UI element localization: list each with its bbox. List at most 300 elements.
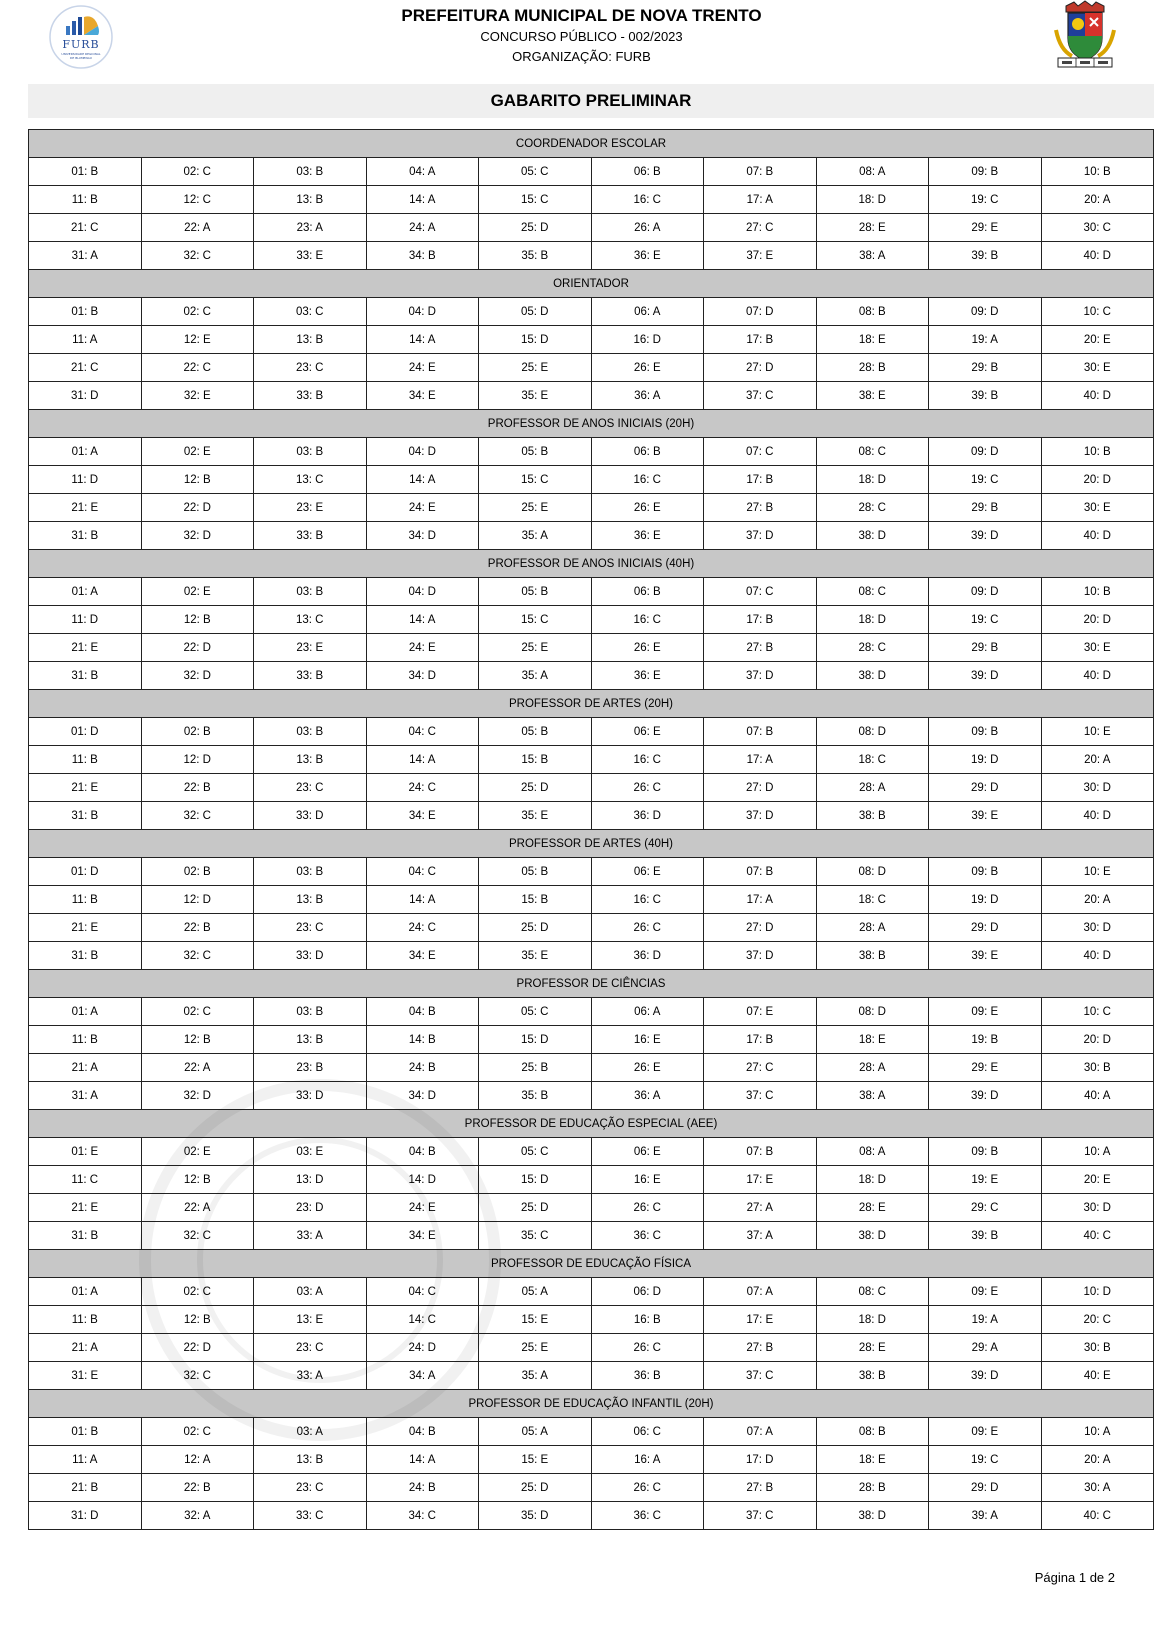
answer-cell: 17: B [704, 326, 817, 354]
answer-row [29, 774, 1154, 802]
answer-cell: 32: E [141, 382, 254, 410]
answer-cell: 08: C [816, 1278, 929, 1306]
answer-cell: 22: B [141, 1474, 254, 1502]
answer-cell: 35: B [479, 1082, 592, 1110]
answer-row [29, 214, 1154, 242]
answer-cell: 29: C [929, 1194, 1042, 1222]
answer-row [29, 1418, 1154, 1446]
answer-cell: 35: A [479, 1362, 592, 1390]
answer-cell: 04: C [366, 858, 479, 886]
answer-cell: 10: E [1041, 718, 1154, 746]
answer-cell: 27: D [704, 774, 817, 802]
answer-cell: 10: E [1041, 858, 1154, 886]
answer-cell: 29: E [929, 214, 1042, 242]
answer-cell: 19: B [929, 1026, 1042, 1054]
answer-cell: 05: B [479, 858, 592, 886]
answer-cell: 25: E [479, 634, 592, 662]
answer-cell: 15: E [479, 1306, 592, 1334]
answer-cell: 20: E [1041, 326, 1154, 354]
answer-cell: 04: D [366, 438, 479, 466]
answer-cell: 19: C [929, 606, 1042, 634]
answer-cell: 37: C [704, 382, 817, 410]
answer-cell: 25: E [479, 494, 592, 522]
answer-cell: 03: B [254, 578, 367, 606]
answer-cell: 19: E [929, 1166, 1042, 1194]
answer-cell: 40: D [1041, 802, 1154, 830]
answer-cell: 38: B [816, 1362, 929, 1390]
answer-cell: 36: A [591, 1082, 704, 1110]
answer-cell: 07: E [704, 998, 817, 1026]
answer-cell: 21: E [29, 494, 142, 522]
answer-cell: 35: B [479, 242, 592, 270]
answer-cell: 35: A [479, 522, 592, 550]
answer-cell: 19: D [929, 746, 1042, 774]
answer-cell: 34: E [366, 802, 479, 830]
answer-cell: 13: B [254, 1446, 367, 1474]
answer-cell: 21: C [29, 214, 142, 242]
section-header-row [29, 1110, 1154, 1138]
answer-cell: 07: D [704, 298, 817, 326]
answer-row [29, 1502, 1154, 1530]
answer-row [29, 718, 1154, 746]
answer-cell: 11: D [29, 466, 142, 494]
answer-cell: 31: B [29, 942, 142, 970]
answer-cell: 16: E [591, 1026, 704, 1054]
svg-text:UNIVERSIDADE REGIONAL: UNIVERSIDADE REGIONAL [61, 52, 101, 56]
answer-cell: 10: D [1041, 1278, 1154, 1306]
answer-cell: 22: A [141, 1054, 254, 1082]
answer-cell: 16: E [591, 1166, 704, 1194]
organization-label: ORGANIZAÇÃO: FURB [512, 49, 651, 64]
answer-cell: 21: E [29, 914, 142, 942]
answer-cell: 07: B [704, 1138, 817, 1166]
answer-cell: 35: E [479, 802, 592, 830]
answer-cell: 31: E [29, 1362, 142, 1390]
svg-text:DE BLUMENAU: DE BLUMENAU [70, 56, 92, 60]
answer-cell: 12: D [141, 746, 254, 774]
answer-cell: 13: B [254, 886, 367, 914]
answer-cell: 08: D [816, 718, 929, 746]
answer-cell: 01: A [29, 578, 142, 606]
answer-cell: 37: C [704, 1082, 817, 1110]
answer-cell: 10: B [1041, 438, 1154, 466]
answer-cell: 07: B [704, 858, 817, 886]
answer-cell: 26: C [591, 1334, 704, 1362]
answer-cell: 25: E [479, 1334, 592, 1362]
answer-cell: 11: A [29, 326, 142, 354]
answer-cell: 34: E [366, 942, 479, 970]
answer-cell: 20: A [1041, 746, 1154, 774]
answer-cell: 35: E [479, 382, 592, 410]
answer-cell: 06: B [591, 438, 704, 466]
answer-cell: 37: D [704, 802, 817, 830]
answer-cell: 15: C [479, 606, 592, 634]
answer-cell: 15: C [479, 466, 592, 494]
answer-cell: 32: C [141, 802, 254, 830]
answer-cell: 36: D [591, 942, 704, 970]
answer-cell: 15: E [479, 1446, 592, 1474]
answer-cell: 09: B [929, 158, 1042, 186]
answer-cell: 28: E [816, 1334, 929, 1362]
answer-cell: 36: C [591, 1222, 704, 1250]
answer-cell: 29: A [929, 1334, 1042, 1362]
answer-cell: 29: D [929, 1474, 1042, 1502]
answer-cell: 39: A [929, 1502, 1042, 1530]
answer-cell: 27: B [704, 1474, 817, 1502]
answer-row [29, 494, 1154, 522]
answer-cell: 21: E [29, 774, 142, 802]
answer-row [29, 886, 1154, 914]
answer-cell: 05: C [479, 158, 592, 186]
answer-cell: 38: A [816, 1082, 929, 1110]
answer-cell: 34: C [366, 1502, 479, 1530]
answer-cell: 39: E [929, 802, 1042, 830]
answer-cell: 20: D [1041, 606, 1154, 634]
answer-cell: 28: E [816, 1194, 929, 1222]
answer-cell: 26: C [591, 1194, 704, 1222]
answer-row [29, 1082, 1154, 1110]
answer-cell: 30: B [1041, 1334, 1154, 1362]
answer-cell: 04: C [366, 718, 479, 746]
answer-cell: 30: D [1041, 1194, 1154, 1222]
answer-cell: 38: B [816, 942, 929, 970]
answer-cell: 01: E [29, 1138, 142, 1166]
answer-cell: 06: E [591, 1138, 704, 1166]
answer-cell: 21: A [29, 1054, 142, 1082]
answer-cell: 06: A [591, 298, 704, 326]
answer-cell: 07: B [704, 718, 817, 746]
answer-cell: 31: B [29, 522, 142, 550]
answer-row [29, 1054, 1154, 1082]
answer-cell: 40: D [1041, 942, 1154, 970]
answer-cell: 12: B [141, 1166, 254, 1194]
answer-cell: 35: D [479, 1502, 592, 1530]
section-header-row [29, 830, 1154, 858]
document-title-block [300, 5, 863, 67]
answer-cell: 09: D [929, 438, 1042, 466]
section-title: PROFESSOR DE ARTES (40H) [29, 830, 1154, 858]
answer-cell: 01: D [29, 858, 142, 886]
answer-cell: 32: D [141, 662, 254, 690]
answer-cell: 13: C [254, 606, 367, 634]
answer-cell: 38: E [816, 382, 929, 410]
answer-row [29, 942, 1154, 970]
answer-cell: 36: E [591, 522, 704, 550]
answer-cell: 18: D [816, 186, 929, 214]
answer-cell: 24: B [366, 1054, 479, 1082]
answer-cell: 39: D [929, 1082, 1042, 1110]
answer-cell: 01: A [29, 438, 142, 466]
answer-cell: 15: B [479, 746, 592, 774]
answer-cell: 06: E [591, 718, 704, 746]
answer-cell: 14: B [366, 1026, 479, 1054]
svg-text:FURB: FURB [62, 38, 100, 51]
answer-cell: 17: B [704, 1026, 817, 1054]
answer-cell: 06: E [591, 858, 704, 886]
answer-cell: 35: C [479, 1222, 592, 1250]
answer-cell: 09: D [929, 578, 1042, 606]
answer-cell: 14: C [366, 1306, 479, 1334]
answer-cell: 12: A [141, 1446, 254, 1474]
answer-cell: 29: B [929, 354, 1042, 382]
answer-cell: 16: B [591, 1306, 704, 1334]
answer-cell: 11: D [29, 606, 142, 634]
answer-cell: 13: D [254, 1166, 367, 1194]
answer-row [29, 438, 1154, 466]
answer-row [29, 186, 1154, 214]
answer-cell: 18: D [816, 1306, 929, 1334]
answer-cell: 14: A [366, 746, 479, 774]
answer-cell: 18: D [816, 1166, 929, 1194]
answer-cell: 21: E [29, 1194, 142, 1222]
answer-row [29, 1026, 1154, 1054]
section-header-row [29, 270, 1154, 298]
answer-cell: 01: B [29, 298, 142, 326]
answer-cell: 24: C [366, 774, 479, 802]
answer-cell: 31: B [29, 662, 142, 690]
answer-cell: 08: B [816, 298, 929, 326]
answer-cell: 10: A [1041, 1138, 1154, 1166]
section-header-row [29, 690, 1154, 718]
answer-cell: 28: A [816, 1054, 929, 1082]
answer-cell: 33: C [254, 1502, 367, 1530]
answer-row [29, 158, 1154, 186]
answer-cell: 33: A [254, 1362, 367, 1390]
answer-cell: 18: D [816, 606, 929, 634]
answer-cell: 28: E [816, 214, 929, 242]
answer-cell: 38: D [816, 1502, 929, 1530]
answer-cell: 39: B [929, 1222, 1042, 1250]
answer-cell: 08: A [816, 1138, 929, 1166]
answer-cell: 03: B [254, 158, 367, 186]
answer-cell: 23: C [254, 354, 367, 382]
answer-cell: 03: C [254, 298, 367, 326]
answer-row [29, 466, 1154, 494]
answer-cell: 08: C [816, 578, 929, 606]
answer-cell: 33: B [254, 522, 367, 550]
answer-row [29, 914, 1154, 942]
answer-cell: 13: C [254, 466, 367, 494]
answer-cell: 14: A [366, 1446, 479, 1474]
answer-cell: 27: B [704, 1334, 817, 1362]
answer-cell: 27: B [704, 494, 817, 522]
answer-row [29, 382, 1154, 410]
answer-cell: 28: C [816, 634, 929, 662]
answer-cell: 13: B [254, 746, 367, 774]
answer-cell: 02: C [141, 298, 254, 326]
answer-cell: 04: B [366, 1418, 479, 1446]
answer-cell: 25: D [479, 774, 592, 802]
answer-cell: 36: E [591, 662, 704, 690]
answer-cell: 27: C [704, 1054, 817, 1082]
answer-cell: 02: E [141, 578, 254, 606]
answer-cell: 09: B [929, 1138, 1042, 1166]
answer-cell: 37: D [704, 942, 817, 970]
answer-cell: 36: A [591, 382, 704, 410]
answer-cell: 14: A [366, 886, 479, 914]
answer-row [29, 858, 1154, 886]
answer-cell: 24: E [366, 634, 479, 662]
answer-cell: 02: C [141, 1418, 254, 1446]
answer-cell: 09: B [929, 858, 1042, 886]
answer-cell: 13: B [254, 186, 367, 214]
answer-cell: 09: E [929, 998, 1042, 1026]
answer-cell: 06: B [591, 578, 704, 606]
answer-cell: 01: B [29, 1418, 142, 1446]
answer-cell: 18: C [816, 886, 929, 914]
section-title: PROFESSOR DE EDUCAÇÃO INFANTIL (20H) [29, 1390, 1154, 1418]
answer-cell: 25: D [479, 214, 592, 242]
answer-cell: 21: A [29, 1334, 142, 1362]
answer-row [29, 746, 1154, 774]
answer-cell: 14: A [366, 606, 479, 634]
answer-cell: 12: B [141, 1306, 254, 1334]
answer-cell: 24: B [366, 1474, 479, 1502]
answer-cell: 15: B [479, 886, 592, 914]
answer-cell: 13: E [254, 1306, 367, 1334]
answer-cell: 17: A [704, 186, 817, 214]
answer-cell: 40: C [1041, 1222, 1154, 1250]
answer-cell: 14: D [366, 1166, 479, 1194]
answer-row [29, 998, 1154, 1026]
answer-cell: 03: B [254, 438, 367, 466]
answer-cell: 32: C [141, 1222, 254, 1250]
answer-cell: 09: E [929, 1278, 1042, 1306]
answer-cell: 40: C [1041, 1502, 1154, 1530]
answer-cell: 31: B [29, 802, 142, 830]
answer-cell: 07: C [704, 438, 817, 466]
answer-cell: 03: A [254, 1418, 367, 1446]
answer-cell: 23: C [254, 914, 367, 942]
answer-cell: 22: D [141, 634, 254, 662]
answer-row [29, 802, 1154, 830]
answer-cell: 10: A [1041, 1418, 1154, 1446]
answer-cell: 10: B [1041, 578, 1154, 606]
answer-cell: 12: E [141, 326, 254, 354]
section-header-row [29, 130, 1154, 158]
section-header-row [29, 1250, 1154, 1278]
answer-cell: 06: A [591, 998, 704, 1026]
answer-cell: 05: A [479, 1278, 592, 1306]
answer-row [29, 1138, 1154, 1166]
answer-cell: 22: C [141, 354, 254, 382]
answer-cell: 15: D [479, 1026, 592, 1054]
answer-cell: 38: D [816, 1222, 929, 1250]
answer-cell: 20: D [1041, 1026, 1154, 1054]
answer-cell: 24: E [366, 494, 479, 522]
answer-cell: 27: D [704, 354, 817, 382]
answer-cell: 08: B [816, 1418, 929, 1446]
answer-cell: 32: D [141, 522, 254, 550]
answer-cell: 40: D [1041, 242, 1154, 270]
answer-cell: 11: C [29, 1166, 142, 1194]
answer-cell: 19: C [929, 1446, 1042, 1474]
answer-cell: 26: C [591, 914, 704, 942]
answer-cell: 32: A [141, 1502, 254, 1530]
section-title: PROFESSOR DE EDUCAÇÃO ESPECIAL (AEE) [29, 1110, 1154, 1138]
answer-cell: 23: B [254, 1054, 367, 1082]
answer-cell: 04: B [366, 1138, 479, 1166]
answer-cell: 17: D [704, 1446, 817, 1474]
answer-cell: 22: B [141, 774, 254, 802]
answer-cell: 26: E [591, 354, 704, 382]
answer-cell: 34: B [366, 242, 479, 270]
answer-cell: 24: E [366, 1194, 479, 1222]
answer-cell: 02: E [141, 438, 254, 466]
answer-cell: 34: E [366, 382, 479, 410]
answer-cell: 40: D [1041, 662, 1154, 690]
answer-cell: 06: C [591, 1418, 704, 1446]
answer-cell: 01: B [29, 158, 142, 186]
answer-cell: 01: A [29, 998, 142, 1026]
answer-cell: 28: A [816, 774, 929, 802]
answer-cell: 04: D [366, 578, 479, 606]
answer-cell: 04: B [366, 998, 479, 1026]
answer-cell: 17: E [704, 1306, 817, 1334]
answer-row [29, 354, 1154, 382]
answer-cell: 23: D [254, 1194, 367, 1222]
answer-cell: 36: E [591, 242, 704, 270]
answer-cell: 10: C [1041, 998, 1154, 1026]
page-header [0, 0, 1163, 84]
answer-cell: 33: B [254, 662, 367, 690]
answer-cell: 23: E [254, 634, 367, 662]
answer-cell: 14: A [366, 466, 479, 494]
answer-cell: 23: E [254, 494, 367, 522]
answer-cell: 38: D [816, 522, 929, 550]
answer-cell: 15: D [479, 326, 592, 354]
answer-cell: 39: D [929, 1362, 1042, 1390]
section-title: PROFESSOR DE CIÊNCIAS [29, 970, 1154, 998]
answer-cell: 33: D [254, 942, 367, 970]
answer-cell: 19: D [929, 886, 1042, 914]
answer-cell: 29: B [929, 634, 1042, 662]
answer-cell: 40: E [1041, 1362, 1154, 1390]
answer-cell: 36: D [591, 802, 704, 830]
contest-subtitle: CONCURSO PÚBLICO - 002/2023 [480, 29, 683, 44]
answer-cell: 26: C [591, 774, 704, 802]
answer-cell: 02: C [141, 1278, 254, 1306]
answer-row [29, 1446, 1154, 1474]
answer-cell: 38: D [816, 662, 929, 690]
answer-cell: 29: E [929, 1054, 1042, 1082]
answer-cell: 20: A [1041, 186, 1154, 214]
answer-cell: 37: C [704, 1362, 817, 1390]
answer-cell: 11: A [29, 1446, 142, 1474]
answer-cell: 18: E [816, 1446, 929, 1474]
answer-cell: 40: A [1041, 1082, 1154, 1110]
answer-cell: 01: D [29, 718, 142, 746]
answer-cell: 22: A [141, 214, 254, 242]
answer-cell: 25: D [479, 1194, 592, 1222]
answer-cell: 27: C [704, 214, 817, 242]
answer-row [29, 662, 1154, 690]
answer-cell: 04: D [366, 298, 479, 326]
answer-cell: 16: C [591, 746, 704, 774]
answer-cell: 38: B [816, 802, 929, 830]
answer-cell: 08: D [816, 998, 929, 1026]
answer-row [29, 1474, 1154, 1502]
answer-cell: 06: D [591, 1278, 704, 1306]
answer-cell: 36: C [591, 1502, 704, 1530]
answer-cell: 18: E [816, 326, 929, 354]
answer-cell: 03: E [254, 1138, 367, 1166]
answer-cell: 39: B [929, 242, 1042, 270]
answer-row [29, 578, 1154, 606]
answer-row [29, 298, 1154, 326]
answer-cell: 30: A [1041, 1474, 1154, 1502]
answer-cell: 04: C [366, 1278, 479, 1306]
